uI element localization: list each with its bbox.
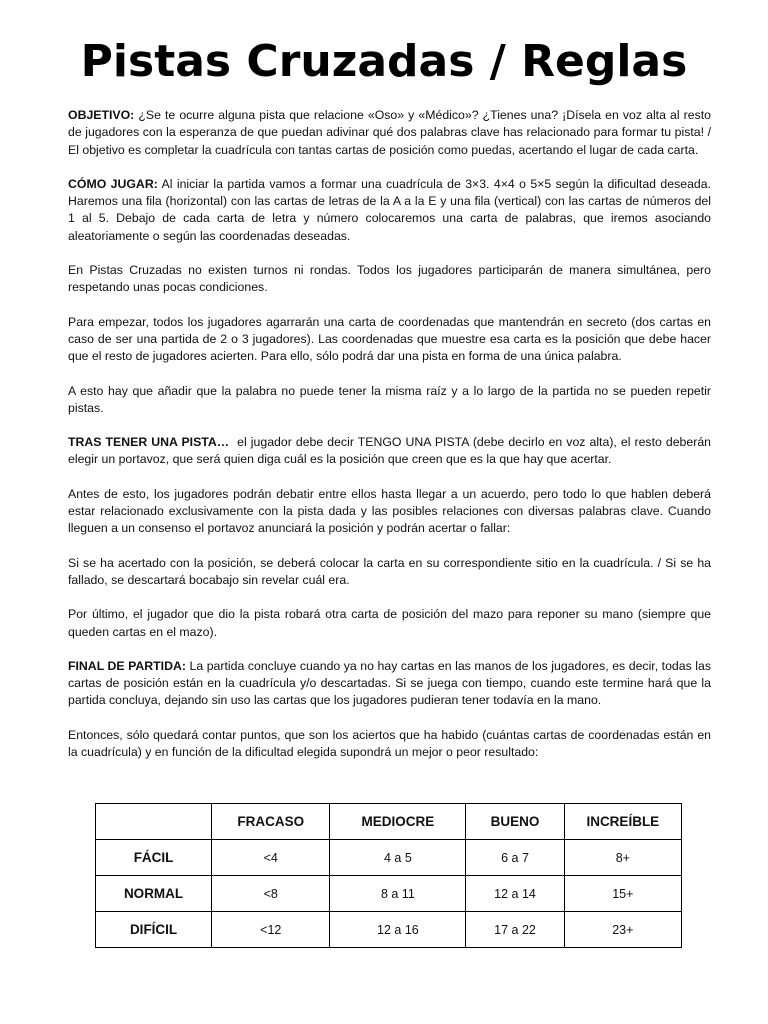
row-label-dificil: DIFÍCIL <box>96 912 212 948</box>
paragraph-tras-tener-pista <box>68 434 715 469</box>
table-header-row <box>96 804 682 840</box>
table-row <box>96 840 682 876</box>
paragraph-text: Antes de esto, los jugadores podrán debatir entre ellos hasta llegar a un acuerdo, pero todo lo que hablen deberá estar relacionado exclusivamente con la pista dada y las posibles relaciones con diversas palabras clave. Cuando lleguen a un consenso el portavoz anunciará la posición y podrán acertar o fallar: <box>68 486 711 536</box>
paragraph <box>68 383 711 418</box>
table-cell: 15+ <box>564 876 681 912</box>
table-cell: <4 <box>212 840 330 876</box>
paragraph <box>68 727 711 762</box>
paragraph-text: Por último, el jugador que dio la pista robará otra carta de posición del mazo para reponer su mano (siempre que queden cartas en el mazo). <box>68 607 711 639</box>
table-header-bueno: BUENO <box>466 804 564 840</box>
score-table <box>95 803 682 948</box>
section-label: FINAL DE PARTIDA: <box>68 658 186 673</box>
table-cell: <12 <box>212 912 330 948</box>
section-label: OBJETIVO: <box>68 108 135 122</box>
paragraph-text: Entonces, sólo quedará contar puntos, que son los aciertos que ha habido (cuántas cartas de coordenadas están en la cuadrícula) y en función de la dificultad elegida supondrá un mejor o peor resultado: <box>68 727 711 760</box>
table-cell: 17 a 22 <box>466 912 564 948</box>
table-cell: 4 a 5 <box>330 840 466 876</box>
table-row <box>96 912 682 948</box>
section-label: TRAS TENER UNA PISTA… <box>68 435 230 450</box>
paragraph-final-de-partida <box>68 658 711 710</box>
paragraph-text: La partida concluye cuando ya no hay cartas en las manos de los jugadores, es decir, todas las cartas de posición están en la cuadrícula y/o descartadas. Si se juega con tiempo, cuando este termine hará que la partida concluya, dejando sin uso las cartas que los jugadores pudieran tener todavía en la mano. <box>68 658 711 708</box>
table-header-empty <box>96 804 212 840</box>
paragraph-text: Si se ha acertado con la posición, se deberá colocar la carta en su correspondiente sitio en la cuadrícula. / Si se ha fallado, se descartará bocabajo sin revelar cuál era. <box>68 555 711 587</box>
page-title: Pistas Cruzadas / Reglas <box>80 36 688 87</box>
table-cell: 8+ <box>564 840 681 876</box>
paragraph <box>68 606 711 641</box>
paragraph-text: ¿Se te ocurre alguna pista que relacione «Oso» y «Médico»? ¿Tienes una? ¡Dísela en voz alta al resto de jugadores con la esperanza de que puedan adivinar qué dos palabras clave has relacionado para formar tu pista! / El objetivo es completar la cuadrícula con tantas cartas de posición como puedas, acertando el lugar de cada carta. <box>68 108 711 157</box>
paragraph <box>68 555 711 590</box>
table-row <box>96 876 682 912</box>
paragraph-objetivo <box>68 107 711 159</box>
paragraph <box>68 314 711 366</box>
paragraph-text: Al iniciar la partida vamos a formar una cuadrícula de 3×3. 4×4 o 5×5 según la dificultad deseada. Haremos una fila (horizontal) con las cartas de letras de la A a la E y una fila (vertical) con las cartas de números del 1 al 5. Debajo de cada carta de letra y número colocaremos una carta de palabras, que iremos asociando aleatoriamente o según las coordenadas deseadas. <box>68 176 712 243</box>
table-cell: <8 <box>212 876 330 912</box>
section-label: CÓMO JUGAR: <box>68 176 158 191</box>
paragraph-text: A esto hay que añadir que la palabra no puede tener la misma raíz y a lo largo de la partida no se pueden repetir pistas. <box>68 383 711 415</box>
table-cell: 12 a 16 <box>330 912 466 948</box>
table-header-mediocre: MEDIOCRE <box>330 804 466 840</box>
table-cell: 6 a 7 <box>466 840 564 876</box>
paragraph <box>68 262 711 297</box>
paragraph-como-jugar <box>68 176 711 245</box>
table-header-increible: INCREÍBLE <box>564 804 681 840</box>
table-cell: 23+ <box>564 912 681 948</box>
table-cell: 12 a 14 <box>466 876 564 912</box>
paragraph-text: el jugador debe decir TENGO UNA PISTA (debe decirlo en voz alta), el resto deberán elegir un portavoz, que será quien diga cuál es la posición que creen que es la que hay que acertar. <box>68 435 715 467</box>
paragraph-text: Para empezar, todos los jugadores agarrarán una carta de coordenadas que mantendrán en secreto (dos cartas en caso de ser una partida de 2 o 3 jugadores). Las coordenadas que muestre esa carta es la posición que debe hacer que el resto de jugadores acierten. Para ello, sólo podrá dar una pista en forma de una única palabra. <box>68 314 711 364</box>
paragraph-text: En Pistas Cruzadas no existen turnos ni rondas. Todos los jugadores participarán de manera simultánea, pero respetando unas pocas condiciones. <box>68 263 711 295</box>
row-label-facil: FÁCIL <box>96 840 212 876</box>
rules-body <box>68 107 715 778</box>
table-header-fracaso: FRACASO <box>212 804 330 840</box>
table-cell: 8 a 11 <box>330 876 466 912</box>
paragraph <box>68 486 711 538</box>
row-label-normal: NORMAL <box>96 876 212 912</box>
